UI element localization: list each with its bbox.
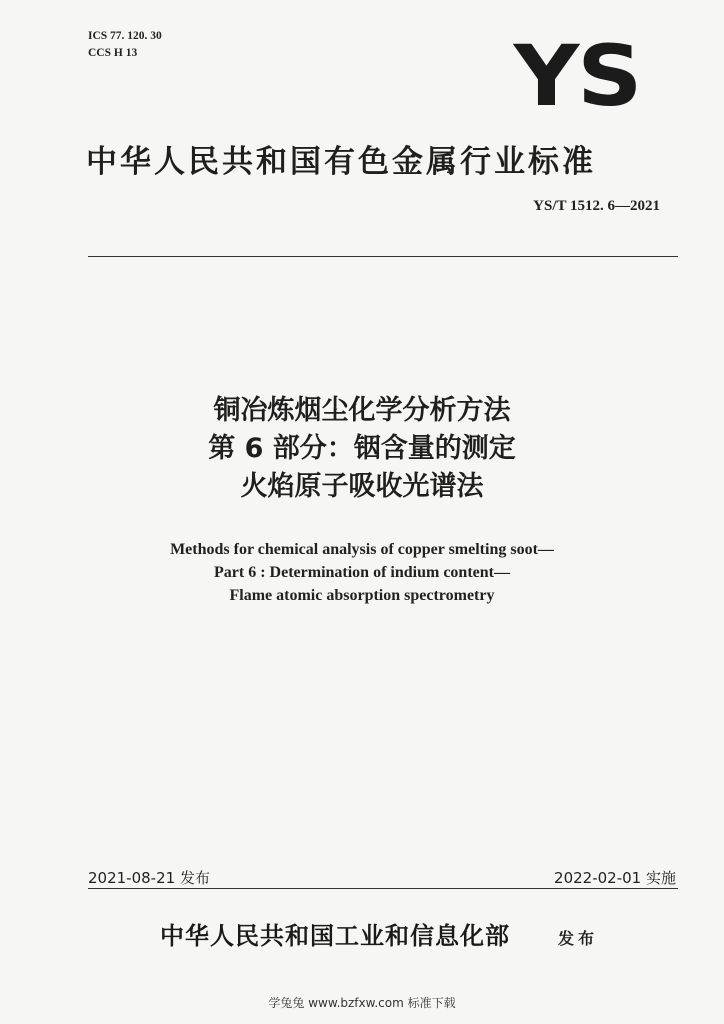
chinese-title-line: 第 6 部分：铟含量的测定 [208, 433, 516, 464]
publish-date: 2021-08-21 发布 [88, 869, 210, 887]
ics-code: ICS 77. 120. 30 [88, 30, 162, 42]
ys-logo: YS [513, 27, 640, 125]
watermark-footer: 学兔兔 www.bzfxw.com 标准下载 [268, 996, 456, 1010]
industry-standard-title: 中华人民共和国有色金属行业标准 [86, 144, 596, 180]
english-title-line: Part 6 : Determination of indium content— [214, 564, 510, 581]
ccs-code: CCS H 13 [88, 47, 138, 59]
english-title [0, 538, 724, 607]
english-title-line: Methods for chemical analysis of copper smelting soot— [170, 541, 554, 558]
standard-number: YS/T 1512. 6—2021 [533, 198, 660, 214]
top-divider [88, 256, 678, 257]
classification-codes [88, 28, 162, 62]
chinese-title-line: 铜冶炼烟尘化学分析方法 [213, 395, 511, 426]
bottom-divider [88, 888, 678, 889]
chinese-title-line: 火焰原子吸收光谱法 [240, 471, 484, 502]
chinese-title [0, 392, 724, 506]
effective-date: 2022-02-01 实施 [554, 869, 676, 887]
issue-label: 发布 [558, 929, 599, 948]
english-title-line: Flame atomic absorption spectrometry [229, 587, 495, 604]
issuing-authority: 中华人民共和国工业和信息化部 [160, 921, 510, 950]
